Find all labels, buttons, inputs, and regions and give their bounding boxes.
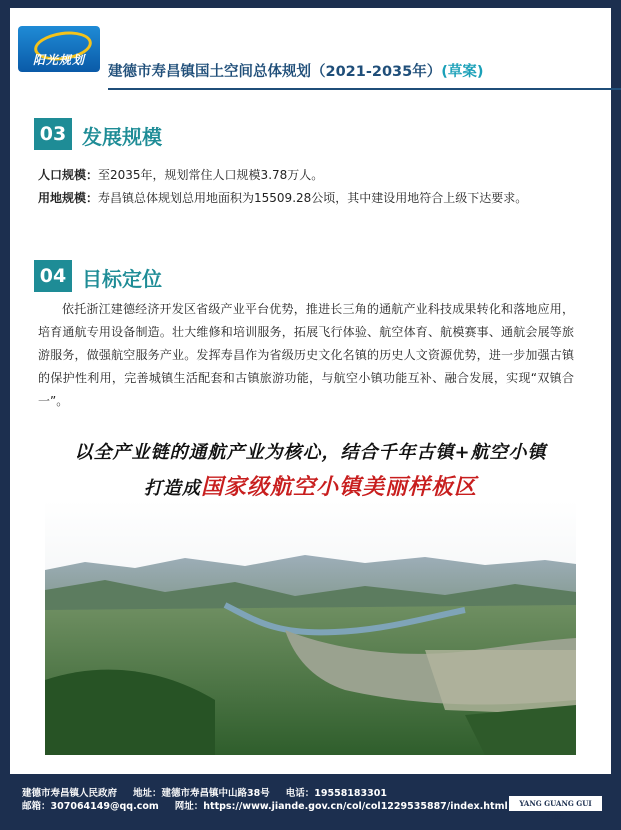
footer-row-1 [22, 785, 387, 799]
land-label: 用地规模： [38, 191, 99, 205]
footer-website[interactable]: 网址：https://www.jiande.gov.cn/col/col1229535887/index.html [174, 801, 508, 812]
aerial-town-photo [45, 500, 576, 755]
population-text: 至2035年，规划常住人口规模3.78万人。 [98, 168, 324, 182]
section-number-04: 04 [34, 260, 72, 292]
population-scale-line [38, 166, 323, 183]
positioning-text: 依托浙江建德经济开发区省级产业平台优势，推进长三角的通航产业科技成果转化和落地应用，培育通航专用设备制造。壮大维修和培训服务，拓展飞行体验、航空体育、航模赛事、通航会展等旅游服务，做强航空服务产业。发挥寿昌作为省级历史文化名镇的历史人文资源优势，进一步加强古镇的保护性利用，完善城镇生活配套和古镇旅游功能，与航空小镇功能互补、融合发展，实现“双镇合一”。 [38, 302, 574, 408]
title-draft-tag: (草案) [441, 64, 484, 80]
section-title-development-scale: 发展规模 [82, 125, 162, 149]
land-text: 寿昌镇总体规划总用地面积为15509.28公顷，其中建设用地符合上级下达要求。 [98, 191, 528, 205]
positioning-paragraph [38, 298, 574, 413]
title-main: 建德市寿昌镇国土空间总体规划（2021-2035年） [108, 64, 442, 80]
footer-org: 建德市寿昌镇人民政府 [22, 788, 118, 799]
footer-address: 地址：建德市寿昌镇中山路38号 [133, 788, 270, 799]
section-title-target-positioning: 目标定位 [82, 267, 162, 291]
title-divider [108, 88, 621, 90]
slogan-line-2 [0, 470, 621, 501]
land-scale-line [38, 189, 527, 206]
logo-text: 阳光规划 [32, 53, 85, 67]
slogan-prefix: 打造成 [143, 478, 201, 499]
logo [18, 26, 100, 72]
slogan-highlight: 国家级航空小镇美丽样板区 [200, 474, 477, 500]
footer-brand: YANG GUANG GUI HUA [509, 796, 602, 811]
footer-phone: 电话：19558183301 [285, 788, 387, 799]
population-label: 人口规模： [38, 168, 99, 182]
footer [0, 774, 621, 830]
footer-row-2 [22, 798, 508, 812]
footer-email: 邮箱：307064149@qq.com [22, 801, 159, 812]
slogan-line-1: 以全产业链的通航产业为核心，结合千年古镇+航空小镇 [74, 442, 547, 463]
document-title [108, 60, 484, 81]
section-number-03: 03 [34, 118, 72, 150]
